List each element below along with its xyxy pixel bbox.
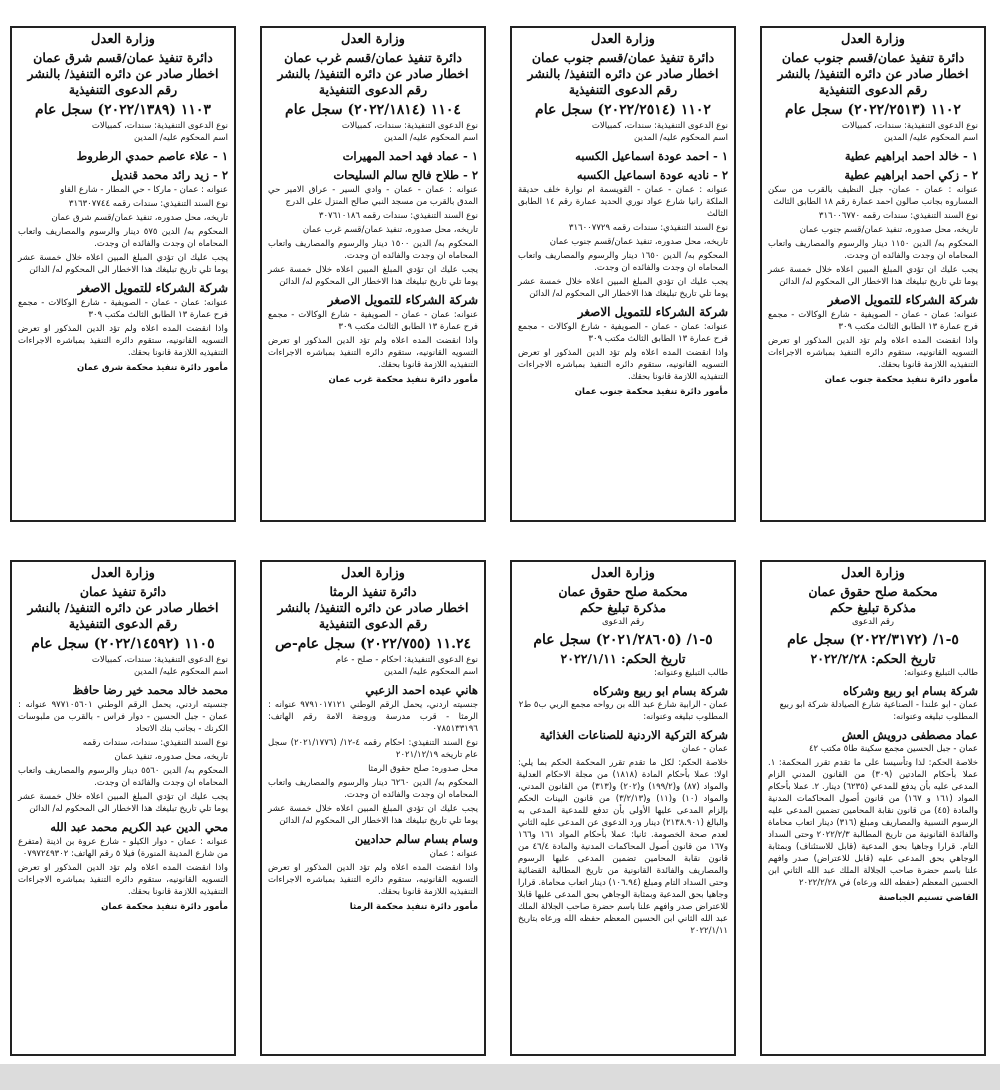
notice-type: اخطار صادر عن دائره التنفيذ/ بالنشر <box>277 66 469 81</box>
party-name: ١ - علاء عاصم حمدي الرطروط <box>76 149 228 163</box>
warning: واذا انقضت المده اعلاه ولم تؤد الدين المذكور او تعرض التسويه القانونيه، ستقوم دائره التنفيذ بمباشره الاجراءات التنفيذيه اللازمة قانونا بحقك. <box>268 336 478 370</box>
judged-label: اسم المحكوم عليه/ المدين <box>634 133 728 143</box>
case-type: نوع الدعوى التنفيذية: سندات، كمبيالات <box>341 121 478 131</box>
warning: واذا انقضت المده اعلاه ولم تؤد الدين المذكور او تعرض التسويه القانونيه، ستقوم دائره التنفيذ بمباشره الاجراءات التنفيذيه اللازمة قانونا بحقك. <box>18 324 228 358</box>
bond: نوع السند التنفيذي: احكام رقمه ٤-١٢/ (٢٠٢١/١٧٧٦) سجل عام تاريخه ٢٠٢١/١٢/١٩ <box>268 738 478 760</box>
case-number: ١١٠٢ (٢٠٢٢/٢٥١٣) سجل عام <box>785 102 961 118</box>
case-title: رقم الدعوى التنفيذية <box>568 82 678 97</box>
ministry-title: وزارة العدل <box>341 32 405 47</box>
notice-card <box>10 560 236 1056</box>
address: عمان - عمان <box>681 744 728 754</box>
signature: مأمور دائرة تنفيذ محكمة جنوب عمان <box>824 375 978 385</box>
case-number: ١١٠٥ (٢٠٢٢/١٤٥٩٢) سجل عام <box>31 636 215 652</box>
notice-card <box>760 26 986 522</box>
case-number: ١١.٢٤ (٢٠٢٢/٧٥٥) سجل عام-ص <box>275 636 471 652</box>
judged-label: اسم المحكوم عليه/ المدين <box>134 133 228 143</box>
ministry-title: وزارة العدل <box>341 566 405 581</box>
case-type: نوع الدعوى التنفيذية: سندات، كمبيالات <box>591 121 728 131</box>
case-title: رقم الدعوى التنفيذية <box>818 82 928 97</box>
ministry-title: وزارة العدل <box>841 566 905 581</box>
judged-label: اسم المحكوم عليه/ المدين <box>884 133 978 143</box>
bond: نوع السند التنفيذي: سندات رقمه ٣١٦٣٠٧٧٤٤ <box>68 199 228 209</box>
bond: نوع السند التنفيذي: سندات رقمه ٣١٦٠٠٧٧٢٩ <box>568 223 728 233</box>
address: عنوانه : عمان - عمان - القويسمة ام نوارة خلف حديقة الملكة رانيا شارع عواد نوري الحديد عمارة رقم ١٤ الطابق الثالث <box>518 185 729 219</box>
notice-type: اخطار صادر عن دائره التنفيذ/ بالنشر <box>777 66 969 81</box>
notice-card <box>260 560 486 1056</box>
address: عنوانه : عمان - ماركا - حي المطار - شارع الفاو <box>60 185 228 195</box>
amount: المحكوم به/ الدين ٥٥٦٠ دينار والرسوم والمصاريف واتعاب المحاماه ان وجدت والفائده ان وجدت. <box>18 766 229 788</box>
target-label: المطلوب تبليغه وعنوانه: <box>893 712 978 722</box>
origin: تاريخه، محل صدوره، تنفيذ عمان <box>114 752 228 762</box>
case-type: نوع الدعوى التنفيذية: سندات، كمبيالات <box>841 121 978 131</box>
party-name: عماد مصطفى درويش العش <box>841 728 978 742</box>
notice-type: اخطار صادر عن دائره التنفيذ/ بالنشر <box>277 600 469 615</box>
demand: يجب عليك ان تؤدي المبلغ المبين اعلاه خلال خمسة عشر يوما تلي تاريخ تبليغك هذا الاخطار الى المحكوم له/ الدائن <box>18 253 228 275</box>
party-name: وسام بسام سالم حداديين <box>354 832 478 846</box>
address: عنوانه : عمان - عمان- جبل النظيف بالقرب من سكن المساروه بجانب صالون احمد عمارة رقم ١٨ الطابق الثالث <box>768 185 978 207</box>
warning: واذا انقضت المده اعلاه ولم تؤد الدين المذكور او تعرض التسويه القانونيه، ستقوم دائره التنفيذ بمباشره الاجراءات التنفيذيه اللازمة قانونا بحقك. <box>768 336 978 370</box>
judgment-summary: خلاصة الحكم: لذا وتأسيسا على ما تقدم تقرر المحكمة: ١. عملا بأحكام المادتين (٣٠٩) من القانون المدني الزام المدعى عليه بأن يدفع للمدعي (٦٢٣٥) دينار. ٢. عملا بأحكام المواد (١٦١ و ١٦٧) من قانون أصول المحاكمات المدنية والمادة (٤٥) من قانون نقابة المحامين تضمين المدعى عليه الرسوم النسبية والمصاريف ومبلغ (٣١٦) دينار اتعاب محاماة والفائدة القانونية من تاريخ المطالبة ٢٠٢٢/٢/٣ وحتى السداد التام. قرارا وجاهيا بحق المدعية (قابل للاستئناف) وبمثابة الوجاهي بحق المدعى عليه (قابل للاعتراض) صدر وافهم علنا باسم حضرة صاحب الجلالة الملك عبد الله الثاني ابن الحسين المعظم (حفظه الله ورعاه) في ٢٠٢٢/٢/٢٨ <box>768 758 979 888</box>
address: عمان - جبل الحسين مجمع سكينة طا٥ مكتب ٤٢ <box>808 744 978 754</box>
case-title: رقم الدعوى التنفيذية <box>318 616 428 631</box>
department: دائرة تنفيذ عمان/قسم جنوب عمان <box>531 50 715 65</box>
party-name: شركة بسام ابو ربيع وشركاه <box>843 684 978 698</box>
party-name: محمد خالد محمد خير رضا حافظ <box>72 683 228 697</box>
case-number: ٥-١/ (٢٠٢١/٢٨٦٠٥) سجل عام <box>533 632 713 648</box>
warning: واذا انقضت المده اعلاه ولم تؤد الدين المذكور او تعرض التسويه القانونيه، ستقوم دائره التنفيذ بمباشره الاجراءات التنفيذيه اللازمة قانونا بحقك. <box>268 863 478 897</box>
case-number: ١١٠٣ (٢٠٢٢/١٣٨٩) سجل عام <box>35 102 211 118</box>
creditor-company: شركة الشركاء للتمويل الاصغر <box>827 293 978 307</box>
applicant-label: طالب التبليغ وعنوانه: <box>904 668 978 678</box>
party-name: ٢ - طلاح فالح سالم السليحات <box>333 168 478 182</box>
amount: المحكوم به/ الدين ٦٢٦٠ دينار والرسوم والمصاريف واتعاب المحاماه ان وجدت والفائده ان وجدت. <box>268 778 479 800</box>
department: دائرة تنفيذ عمان/قسم غرب عمان <box>284 50 462 65</box>
company-address: عنوانه: عمان - عمان - الصويفية - شارع الوكالات - مجمع فرح عمارة ١٣ الطابق الثالث مكتب ٣٠٩ <box>268 310 478 332</box>
ministry-title: وزارة العدل <box>91 32 155 47</box>
demand: يجب عليك ان تؤدي المبلغ المبين اعلاه خلال خمسة عشر يوما تلي تاريخ تبليغك هذا الاخطار الى المحكوم له/ الدائن <box>768 265 978 287</box>
company-address: عنوانه: عمان - عمان - الصويفية - شارع الوكالات - مجمع فرح عمارة ١٣ الطابق الثالث مكتب ٣٠٩ <box>518 322 728 344</box>
signature: مأمور دائرة تنفيذ محكمة جنوب عمان <box>574 387 728 397</box>
signature: مأمور دائرة تنفيذ محكمة غرب عمان <box>328 375 478 385</box>
origin: تاريخه، محل صدوره، تنفيذ عمان/قسم جنوب عمان <box>799 225 978 235</box>
party-name: ١ - احمد عودة اسماعيل الكسبه <box>575 149 728 163</box>
signature: مأمور دائرة تنفيذ محكمة عمان <box>101 902 228 912</box>
judged-label: اسم المحكوم عليه/ المدين <box>384 667 478 677</box>
case-title: رقم الدعوى التنفيذية <box>68 616 178 631</box>
ministry-title: وزارة العدل <box>841 32 905 47</box>
judged-label: اسم المحكوم عليه/ المدين <box>134 667 228 677</box>
case-type: نوع الدعوى التنفيذية: سندات، كمبيالات <box>91 121 228 131</box>
case-title: رقم الدعوى <box>601 617 645 627</box>
origin: تاريخه، محل صدوره، تنفيذ عمان/قسم شرق عمان <box>51 213 228 223</box>
party-name: شركة بسام ابو ربيع وشركاه <box>593 684 728 698</box>
amount: المحكوم به/ الدين ١٦٥٠ دينار والرسوم والمصاريف واتعاب المحاماه ان وجدت والفائده ان وجدت. <box>518 251 729 273</box>
party-name: محي الدين عبد الكريم محمد عبد الله <box>50 820 228 834</box>
notice-card <box>10 26 236 522</box>
bond: نوع السند التنفيذي: سندات، سندات رقمه <box>82 738 228 748</box>
ministry-title: وزارة العدل <box>591 566 655 581</box>
notice-card <box>510 26 736 522</box>
address: جنسيته اردني، يحمل الرقم الوطني ٩٧٧١٠٥٦٠١ عنوانه : عمان - جبل الحسين - دوار فراس - بالقرب من ملبوسات الكرنك - بجانب بنك الاتحاد <box>18 700 228 734</box>
case-type: نوع الدعوى التنفيذية: احكام - صلح - عام <box>335 655 478 665</box>
case-number: ١١٠٢ (٢٠٢٢/٢٥١٤) سجل عام <box>535 102 711 118</box>
warning: واذا انقضت المده اعلاه ولم تؤد الدين المذكور او تعرض التسويه القانونيه، ستقوم دائره التنفيذ بمباشره الاجراءات التنفيذيه اللازمة قانونا بحقك. <box>18 863 228 897</box>
department: دائرة تنفيذ عمان/قسم شرق عمان <box>33 50 213 65</box>
party-name: شركة التركية الاردنية للصناعات الغذائية <box>539 728 728 742</box>
origin: تاريخه، محل صدوره، تنفيذ عمان/قسم غرب عمان <box>302 225 478 235</box>
case-number: ٥-١/ (٢٠٢٢/٣١٧٢) سجل عام <box>787 632 959 648</box>
department: دائرة تنفيذ الرمثا <box>329 584 417 599</box>
demand: يجب عليك ان تؤدي المبلغ المبين اعلاه خلال خمسة عشر يوما تلي تاريخ تبليغك هذا الاخطار الى المحكوم له/ الدائن <box>268 804 478 826</box>
department: دائرة تنفيذ عمان <box>79 584 167 599</box>
party-name: ١ - عماد فهد احمد المهيرات <box>342 149 478 163</box>
demand: يجب عليك ان تؤدي المبلغ المبين اعلاه خلال خمسة عشر يوما تلي تاريخ تبليغك هذا الاخطار الى المحكوم له/ الدائن <box>518 277 728 299</box>
signature: مأمور دائرة تنفيذ محكمة شرق عمان <box>76 363 228 373</box>
notice-type: اخطار صادر عن دائره التنفيذ/ بالنشر <box>527 66 719 81</box>
notice-card <box>260 26 486 522</box>
amount: المحكوم به/ الدين ١٥٠٠ دينار والرسوم والمصاريف واتعاب المحاماه ان وجدت والفائده ان وجدت. <box>268 239 479 261</box>
notice-type: اخطار صادر عن دائره التنفيذ/ بالنشر <box>27 600 219 615</box>
address: جنسيته اردني، يحمل الرقم الوطني ٩٧٩١٠١٧١٢١ عنوانه : الرمثا - قرب مدرسة وروضة الامة رقم الهاتف: ٠٧٨٥١٣٣١٩٦ <box>268 700 478 734</box>
creditor-company: شركة الشركاء للتمويل الاصغر <box>77 281 228 295</box>
bond: نوع السند التنفيذي: سندات رقمه ٣٠٧٦١٠١٨٦ <box>318 211 478 221</box>
amount: المحكوم به/ الدين ١١٥٠ دينار والرسوم والمصاريف واتعاب المحاماه ان وجدت والفائده ان وجدت. <box>768 239 979 261</box>
judged-label: اسم المحكوم عليه/ المدين <box>384 133 478 143</box>
case-title: رقم الدعوى التنفيذية <box>68 82 178 97</box>
warning: واذا انقضت المده اعلاه ولم تؤد الدين المذكور او تعرض التسويه القانونيه، ستقوم دائره التنفيذ بمباشره الاجراءات التنفيذيه اللازمة قانونا بحقك. <box>518 348 728 382</box>
demand: يجب عليك ان تؤدي المبلغ المبين اعلاه خلال خمسة عشر يوما تلي تاريخ تبليغك هذا الاخطار الى المحكوم له/ الدائن <box>268 265 478 287</box>
notice-card <box>510 560 736 1056</box>
creditor-company: شركة الشركاء للتمويل الاصغر <box>577 305 728 319</box>
case-type: نوع الدعوى التنفيذية: سندات، كمبيالات <box>91 655 228 665</box>
department: دائرة تنفيذ عمان/قسم جنوب عمان <box>781 50 965 65</box>
party-name: ٢ - ناديه عودة اسماعيل الكسبه <box>576 168 728 182</box>
case-title: رقم الدعوى <box>851 617 895 627</box>
notice-card <box>760 560 986 1056</box>
party-name: هاني عبده احمد الزعبي <box>365 683 478 697</box>
ministry-title: وزارة العدل <box>591 32 655 47</box>
origin: تاريخه، محل صدوره، تنفيذ عمان/قسم جنوب عمان <box>549 237 728 247</box>
signature: مأمور دائرة تنفيذ محكمة الرمثا <box>349 902 478 912</box>
address: عمان - الرابية شارع عبد الله بن رواحه مجمع الربي ب٥ ط٢ <box>518 700 728 710</box>
notice-type: اخطار صادر عن دائره التنفيذ/ بالنشر <box>27 66 219 81</box>
amount: المحكوم به/ الدين ٥٧٥ دينار والرسوم والمصاريف واتعاب المحاماه ان وجدت والفائده ان وجدت. <box>18 227 229 249</box>
target-label: المطلوب تبليغه وعنوانه: <box>643 712 728 722</box>
party-name: ٢ - زيد رائد محمد قنديل <box>111 168 228 182</box>
creditor-company: شركة الشركاء للتمويل الاصغر <box>327 293 478 307</box>
case-title: رقم الدعوى التنفيذية <box>318 82 428 97</box>
judgment-date: تاريخ الحكم: ٢٠٢٢/١/١١ <box>560 651 686 666</box>
address: عنوانه : عمان - دوار الكيلو - شارع عروة بن اذينة (متفرع من شارع المدينة المنورة) فيلا ٥ رقم الهاتف: ٠٧٩٧٢٤٩٣٠٢ <box>18 837 228 859</box>
party-name: ١ - خالد احمد ابراهيم عطية <box>844 149 978 163</box>
court-name: محكمة صلح حقوق عمان <box>558 584 688 599</box>
notice-type: مذكرة تبليغ حكم <box>579 600 667 615</box>
judgment-summary: خلاصة الحكم: لكل ما تقدم تقرر المحكمة الحكم بما يلي: اولا: عملا بأحكام المادة (١٨١٨) من مجلة الاحكام العدلية والمواد (٨٧) و(١٩٩/٢) و(٢٠٢) و(٣١٣) من القانون المدني، والمواد (١٠) و(١١) و(٣/٢/١٣) من قانون البينات الحكم بإلزام المدعى عليها الأولى بأن تدفع للمدعية المدعى به والبالغ (٢١٣٨.٩٠١) دينار ورد الدعوى عن المدعى عليه الثاني لعدم صحة الخصومة. ثانيا: عملا بأحكام المواد ١٦١ و١٦٦ و١٦٧ من قانون أصول المحاكمات المدنية والمادة ٤٦/٤ من قانون نقابة المحامين تضمين المدعى عليها الرسوم والمصاريف والفائدة القانونية من تاريخ المطالبة القضائية وحتى السداد التام ومبلغ (١٠٦.٩٤) دينار اتعاب محاماة. قرارا وجاهيا بحق المدعية وبمثابة الوجاهي بحق المدعى عليها قابلا للاعتراض صدر وافهم علنا باسم حضرة صاحب الجلالة الملك عبد الله الثاني ابن الحسين المعظم حفظه الله ورعاه بتاريخ ٢٠٢٢/١/١١ <box>518 758 728 936</box>
court-name: محكمة صلح حقوق عمان <box>808 584 938 599</box>
party-name: ٢ - زكي احمد ابراهيم عطية <box>844 168 978 182</box>
company-address: عنوانه: عمان - عمان - الصويفية - شارع الوكالات - مجمع فرح عمارة ١٣ الطابق الثالث مكتب ٣٠٩ <box>18 298 228 320</box>
address: عنوانه : عمان - عمان - وادي السير - عراق الامير حي المدق بالقرب من مسجد النبي صالح المنزل على الدرج <box>268 185 478 207</box>
address: عمان - ابو علندا - الصناعية شارع الصيادلة شركة ابو ربيع <box>779 700 978 710</box>
address: عنوانه : عمان <box>429 849 478 859</box>
signature: القاضي تسنيم الجباصنة <box>878 893 978 903</box>
applicant-label: طالب التبليغ وعنوانه: <box>654 668 728 678</box>
bottom-strip <box>0 1064 1000 1090</box>
judgment-date: تاريخ الحكم: ٢٠٢٢/٢/٢٨ <box>810 651 936 666</box>
ministry-title: وزارة العدل <box>91 566 155 581</box>
bond: نوع السند التنفيذي: سندات رقمه ٣١٦٠٠٦٧٧٠ <box>818 211 978 221</box>
notice-type: مذكرة تبليغ حكم <box>829 600 917 615</box>
case-number: ١١٠٤ (٢٠٢٢/١٨١٤) سجل عام <box>285 102 461 118</box>
demand: يجب عليك ان تؤدي المبلغ المبين اعلاه خلال خمسة عشر يوما تلي تاريخ تبليغك هذا الاخطار الى المحكوم له/ الدائن <box>18 792 228 814</box>
company-address: عنوانه: عمان - عمان - الصويفية - شارع الوكالات - مجمع فرح عمارة ١٣ الطابق الثالث مكتب ٣٠٩ <box>768 310 978 332</box>
origin: محل صدوره: صلح حقوق الرمثا <box>368 764 478 774</box>
